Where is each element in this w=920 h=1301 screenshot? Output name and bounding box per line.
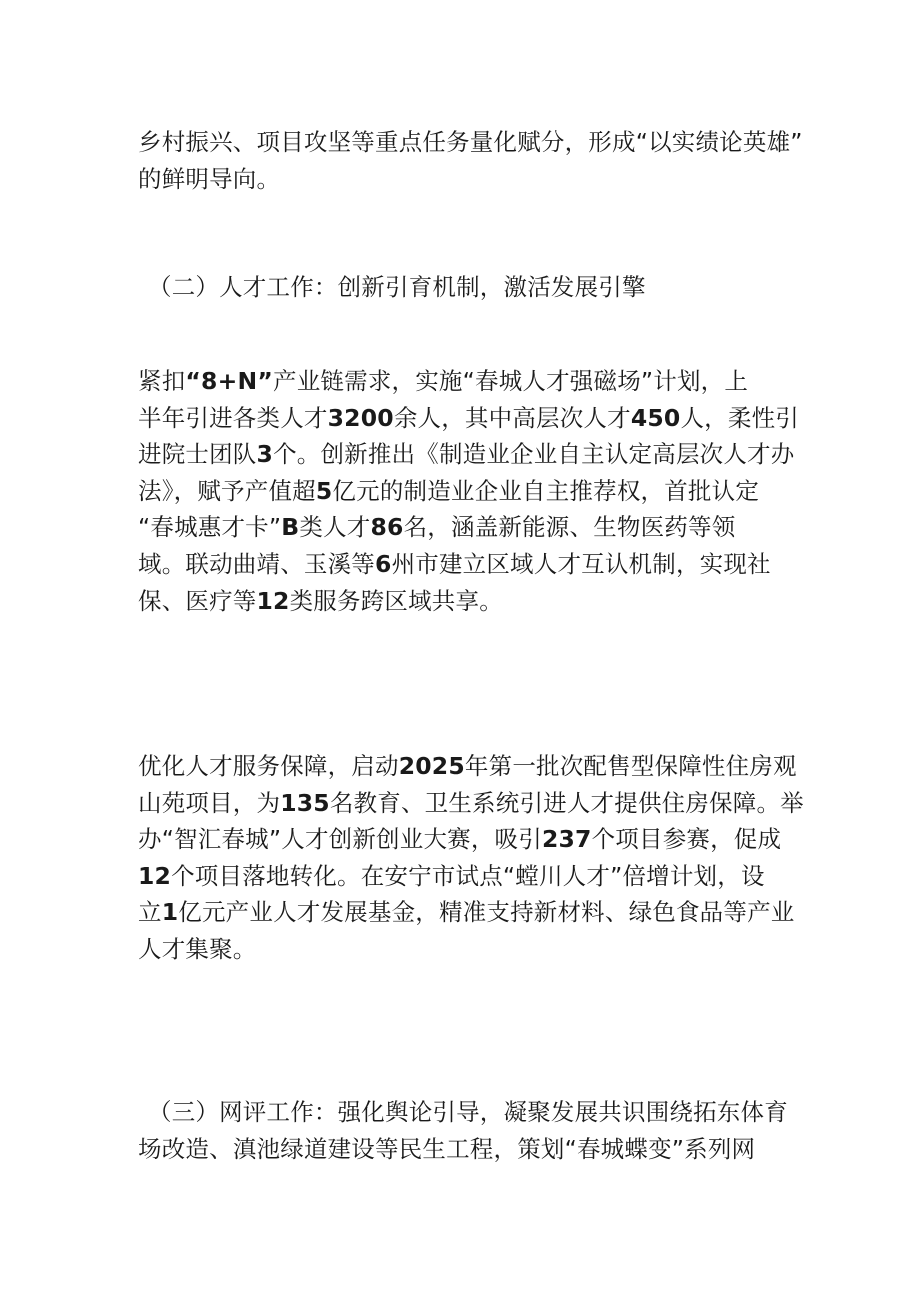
text-line: 人才集聚。	[138, 934, 257, 963]
text-line: 山苑项目，为135名教育、卫生系统引进人才提供住房保障。举	[138, 788, 804, 817]
paragraph-evaluation-continued	[138, 124, 803, 197]
text-line: 保、医疗等12类服务跨区域共享。	[138, 586, 503, 615]
paragraph-talent-services	[138, 748, 804, 968]
text-line: 场改造、滇池绿道建设等民生工程，策划“春城蝶变”系列网	[138, 1134, 756, 1163]
text-line: 域。联动曲靖、玉溪等6州市建立区域人才互认机制，实现社	[138, 549, 771, 578]
heading-line: （三）网评工作：强化舆论引导，凝聚发展共识围绕拓东体育	[148, 1098, 788, 1126]
paragraph-talent-introduction	[138, 363, 799, 619]
text-line: 优化人才服务保障，启动2025年第一批次配售型保障性住房观	[138, 752, 797, 780]
text-line: “春城惠才卡”B类人才86名，涵盖新能源、生物医药等领	[138, 513, 736, 542]
heading-line: （二）人才工作：创新引育机制，激活发展引擎	[148, 273, 646, 301]
text-line: 办“智汇春城”人才创新创业大赛，吸引237个项目参赛，促成	[138, 825, 782, 854]
text-line: 半年引进各类人才3200余人，其中高层次人才450人，柔性引	[138, 403, 799, 432]
text-line: 法》，赋予产值超5亿元的制造业企业自主推荐权，首批认定	[138, 476, 760, 505]
text-line: 的鲜明导向。	[138, 164, 281, 193]
text-line: 进院士团队3个。创新推出《制造业企业自主认定高层次人才办	[138, 440, 795, 469]
text-line: 12个项目落地转化。在安宁市试点“螳川人才”倍增计划，设	[138, 861, 765, 890]
text-line: 立1亿元产业人才发展基金，精准支持新材料、绿色食品等产业	[138, 898, 795, 927]
text-line: 乡村振兴、项目攻坚等重点任务量化赋分，形成“以实绩论英雄”	[138, 128, 803, 156]
section-heading-online-commentary	[138, 1094, 788, 1167]
text-line: 紧扣“8+N”产业链需求，实施“春城人才强磁场”计划，上	[138, 367, 749, 395]
section-heading-talent	[138, 269, 788, 306]
